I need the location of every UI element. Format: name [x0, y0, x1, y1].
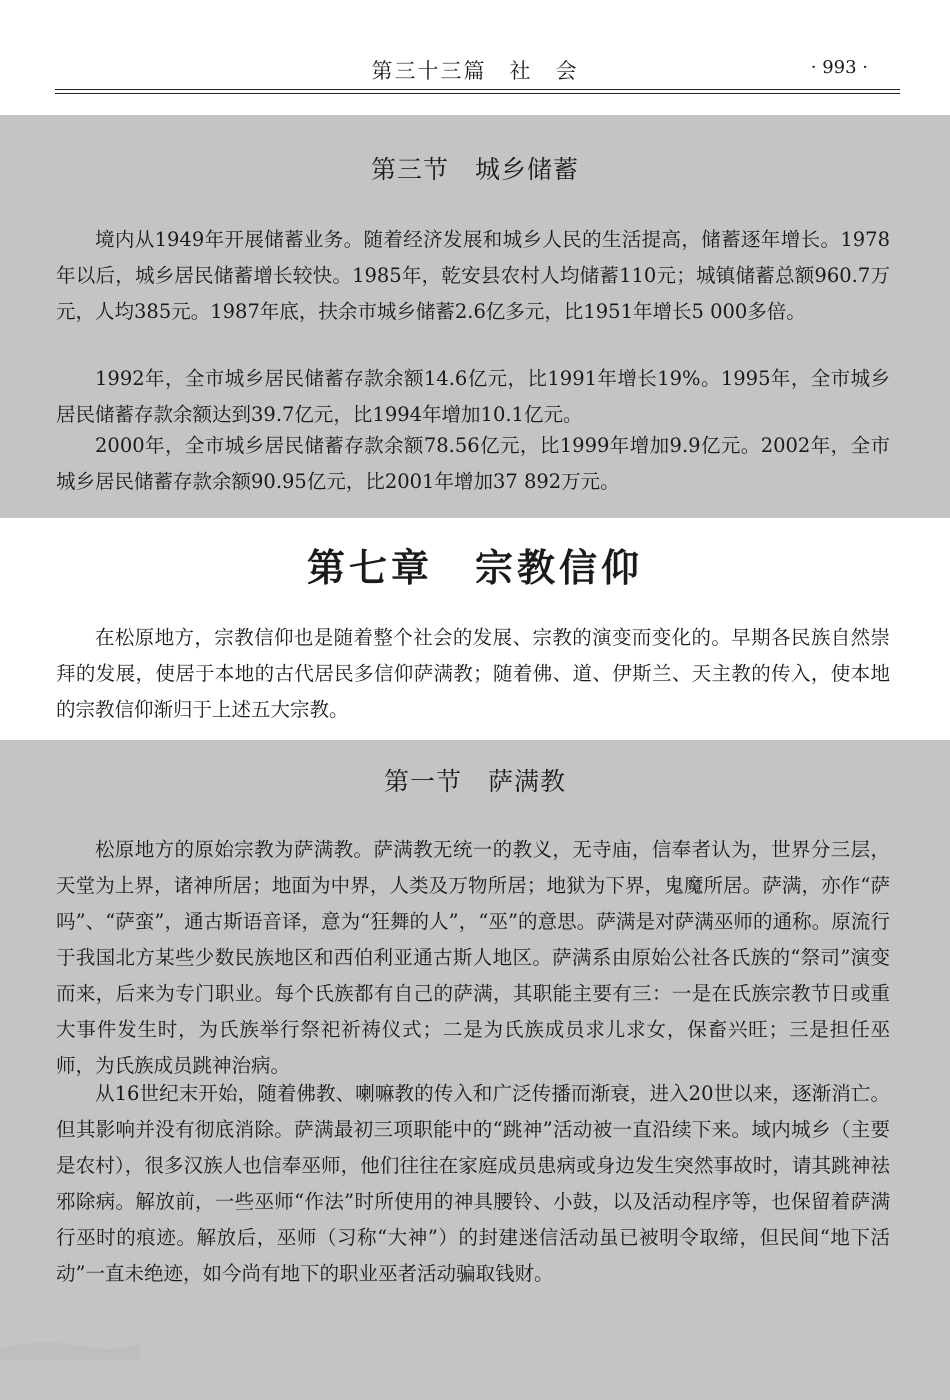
shaman-paragraph-2: 从16世纪末开始，随着佛教、喇嘛教的传入和广泛传播而渐衰，进入20世以来，逐渐消亡。但其影响并没有彻底消除。萨满最初三项职能中的“跳神”活动被一直沿续下来。域内城乡（主要是农村），很多汉族人也信奉巫师，他们往往在家庭成员患病或身边发生突然事故时，请其跳神祛邪除病。解放前，一些巫师“作法”时所使用的神具腰铃、小鼓，以及活动程序等，也保留着萨满行巫时的痕迹。解放后，巫师（习称“大神”）的封建迷信活动虽已被明令取缔，但民间“地下活动”一直未绝迹，如今尚有地下的职业巫者活动骗取钱财。 — [56, 1082, 890, 1285]
page-number: · 993 · — [810, 57, 868, 78]
savings-paragraph-2: 1992年，全市城乡居民储蓄存款余额14.6亿元，比1991年增长19%。1995年，全市城乡居民储蓄存款余额达到39.7亿元，比1994年增加10.1亿元。 — [56, 367, 890, 426]
savings-paragraph-3: 2000年，全市城乡居民储蓄存款余额78.56亿元，比1999年增加9.9亿元。2002年，全市城乡居民储蓄存款余额90.95亿元，比2001年增加37 892万元。 — [56, 434, 890, 493]
chapter-title: 第七章 宗教信仰 — [306, 545, 643, 590]
running-title: 第三十三篇 社 会 — [371, 59, 579, 83]
savings-paragraph-1: 境内从1949年开展储蓄业务。随着经济发展和城乡人民的生活提高，储蓄逐年增长。1978年以后，城乡居民储蓄增长较快。1985年，乾安县农村人均储蓄110元；城镇储蓄总额960.7万元，人均385元。1987年底，扶余市城乡储蓄2.6亿多元，比1951年增长5 000多倍。 — [56, 228, 890, 323]
page-header — [0, 0, 950, 95]
header-rule-thin — [55, 93, 900, 94]
section-title-savings: 第三节 城乡储蓄 — [370, 155, 579, 184]
page-stain-decoration — [0, 1330, 140, 1360]
shaman-paragraph-1: 松原地方的原始宗教为萨满教。萨满教无统一的教义，无寺庙，信奉者认为，世界分三层，天堂为上界，诸神所居；地面为中界，人类及万物所居；地狱为下界，鬼魔所居。萨满，亦作“萨吗”、“萨蛮”，通古斯语音译，意为“狂舞的人”，“巫”的意思。萨满是对萨满巫师的通称。原流行于我国北方某些少数民族地区和西伯利亚通古斯人地区。萨满系由原始公社各氏族的“祭司”演变而来，后来为专门职业。每个氏族都有自己的萨满，其职能主要有三：一是在氏族宗教节日或重大事件发生时，为氏族举行祭祀祈祷仪式；二是为氏族成员求儿求女，保畜兴旺；三是担任巫师，为氏族成员跳神治病。 — [56, 838, 890, 1077]
chapter-intro: 在松原地方，宗教信仰也是随着整个社会的发展、宗教的演变而变化的。早期各民族自然崇拜的发展，使居于本地的古代居民多信仰萨满教；随着佛、道、伊斯兰、天主教的传入，使本地的宗教信仰渐归于上述五大宗教。 — [56, 626, 890, 721]
header-rule — [55, 89, 900, 90]
section-title-shaman: 第一节 萨满教 — [383, 767, 566, 796]
